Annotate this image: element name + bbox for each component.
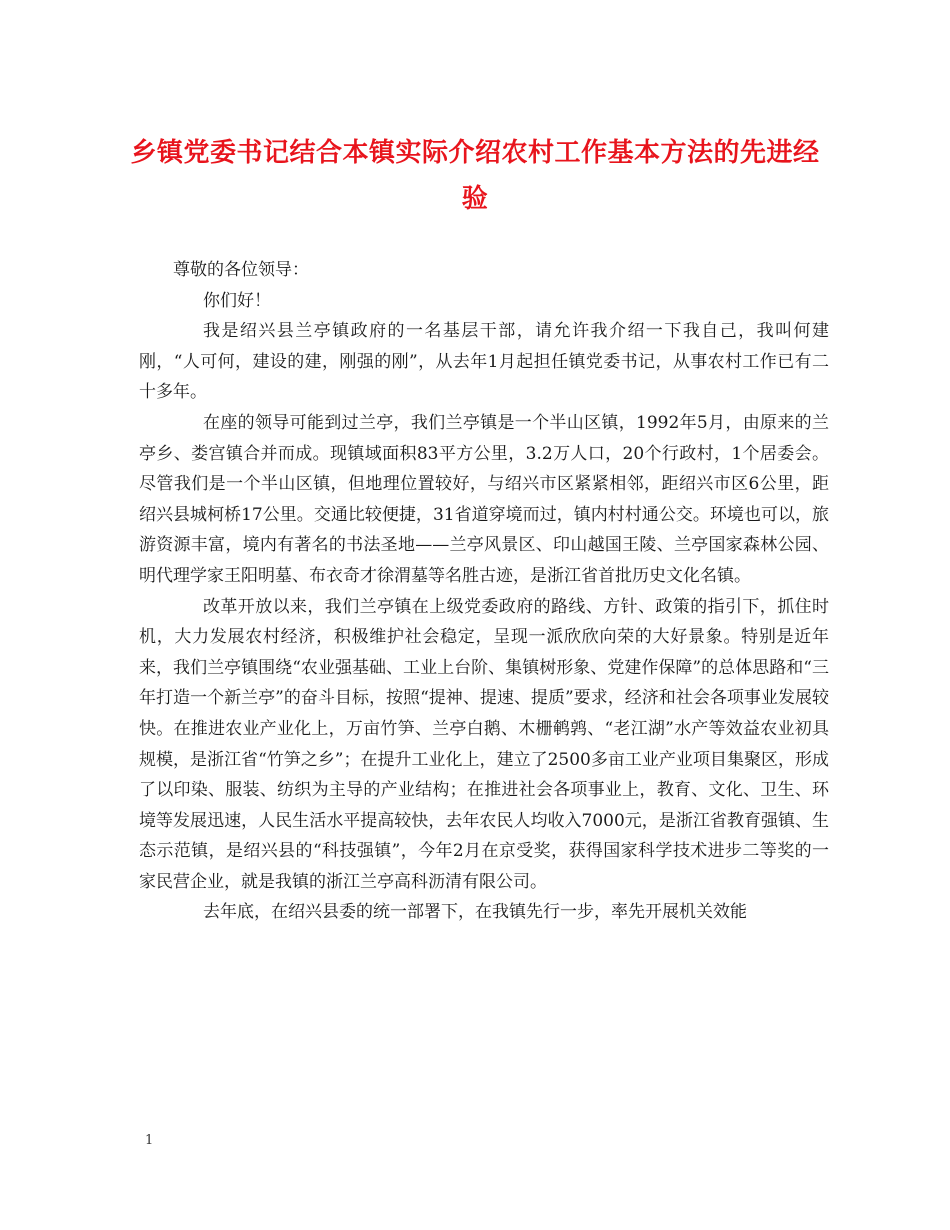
paragraph-development: 改革开放以来，我们兰亭镇在上级党委政府的路线、方针、政策的指引下，抓住时机，大力发展农村经济，积极维护社会稳定，呈现一派欣欣向荣的大好景象。特别是近年来，我们兰亭镇围绕“农业强基础、工业上台阶、集镇树形象、党建作保障”的总体思路和“三年打造一个新兰亭”的奋斗目标，按照“提神、提速、提质”要求，经济和社会各项事业发展较快。在推进农业产业化上，万亩竹笋、兰亭白鹅、木栅鹌鹑、“老江湖”水产等效益农业初具规模，是浙江省“竹笋之乡”；在提升工业化上，建立了2500多亩工业产业项目集聚区，形成了以印染、服装、纺织为主导的产业结构；在推进社会各项事业上，教育、文化、卫生、环境等发展迅速，人民生活水平提高较快，去年农民人均收入7000元，是浙江省教育强镇、生态示范镇，是绍兴县的“科技强镇”，今年2月在京受奖，获得国家科学技术进步二等奖的一家民营企业，就是我镇的浙江兰亭高科沥清有限公司。 [139, 596, 829, 892]
paragraph-town-intro: 在座的领导可能到过兰亭，我们兰亭镇是一个半山区镇，1992年5月，由原来的兰亭乡、娄宫镇合并而成。现镇域面积83平方公里，3.2万人口，20个行政村，1个居委会。尽管我们是一个半山区镇，但地理位置较好，与绍兴市区紧紧相邻，距绍兴市区6公里，距绍兴县城柯桥17公里。交通比较便捷，31省道穿境而过，镇内村村通公交。环境也可以，旅游资源丰富，境内有著名的书法圣地——兰亭风景区、印山越国王陵、兰亭国家森林公园、明代理学家王阳明墓、布衣奇才徐渭墓等名胜古迹，是浙江省首批历史文化名镇。 [139, 412, 829, 586]
salutation: 尊敬的各位领导： [173, 260, 309, 280]
paragraph-last-year: 去年底，在绍兴县委的统一部署下，在我镇先行一步，率先开展机关效能 [203, 902, 747, 923]
paragraph-greeting: 你们好！ [203, 290, 271, 311]
document-title: 乡镇党委书记结合本镇实际介绍农村工作基本方法的先进经验 [130, 138, 820, 214]
document-body [139, 255, 829, 928]
paragraph-self-intro: 我是绍兴县兰亭镇政府的一名基层干部，请允许我介绍一下我自己，我叫何建刚，“人可何，建设的建，刚强的刚”，从去年1月起担任镇党委书记，从事农村工作已有二十多年。 [139, 321, 829, 403]
page-number: 1 [145, 1133, 154, 1148]
